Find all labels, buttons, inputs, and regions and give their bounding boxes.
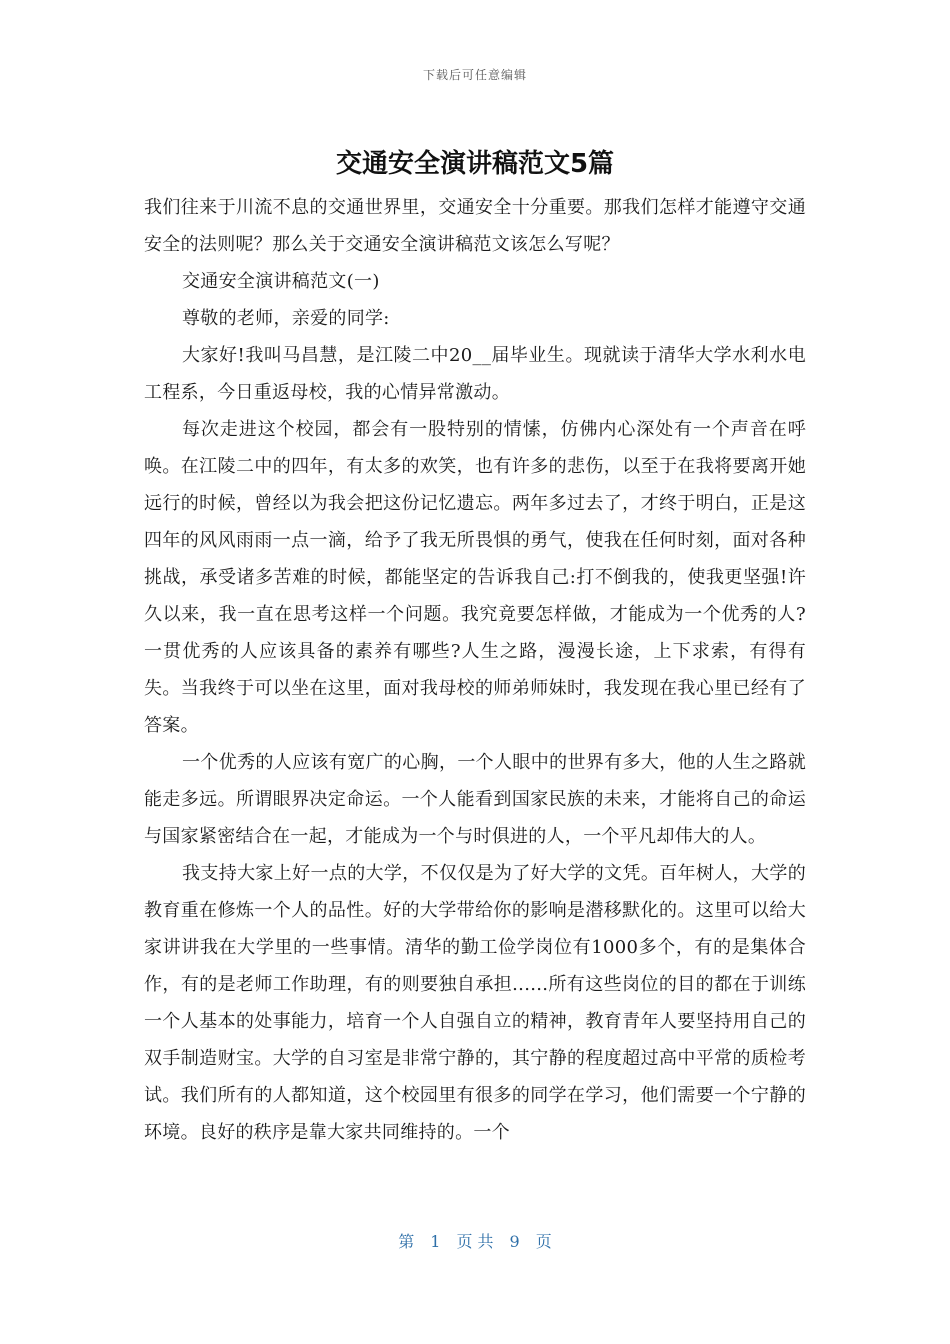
footer-middle: 页 共 [456, 1232, 494, 1251]
body-paragraph: 我支持大家上好一点的大学，不仅仅是为了好大学的文凭。百年树人，大学的教育重在修炼一个人的品性。好的大学带给你的影响是潜移默化的。这里可以给大家讲讲我在大学里的一些事情。清华的勤工俭学岗位有1000多个，有的是集体合作，有的是老师工作助理，有的则要独自承担......所有这些岗位的目的都在于训练一个人基本的处事能力，培育一个人自强自立的精神，教育青年人要坚持用自己的双手制造财宝。大学的自习室是非常宁静的，其宁静的程度超过高中平常的质检考试。我们所有的人都知道，这个校园里有很多的同学在学习，他们需要一个宁静的环境。良好的秩序是靠大家共同维持的。一个 [144, 863, 806, 1143]
footer-suffix: 页 [535, 1232, 552, 1251]
footer-prefix: 第 [398, 1232, 415, 1251]
page-footer [0, 1229, 950, 1252]
section-heading: 交通安全演讲稿范文(一) [182, 271, 380, 292]
body-paragraph: 每次走进这个校园，都会有一股特别的情愫，仿佛内心深处有一个声音在呼唤。在江陵二中的四年，有太多的欢笑，也有许多的悲伤，以至于在我将要离开她远行的时候，曾经以为我会把这份记忆遗忘。两年多过去了，才终于明白，正是这四年的风风雨雨一点一滴，给予了我无所畏惧的勇气，使我在任何时刻，面对各种挑战，承受诸多苦难的时候，都能坚定的告诉我自己:打不倒我的，使我更坚强!许久以来，我一直在思考这样一个问题。我究竟要怎样做，才能成为一个优秀的人?一贯优秀的人应该具备的素养有哪些?人生之路，漫漫长途，上下求索，有得有失。当我终于可以坐在这里，面对我母校的师弟师妹时，我发现在我心里已经有了答案。 [144, 419, 806, 736]
body-paragraph: 一个优秀的人应该有宽广的心胸，一个人眼中的世界有多大，他的人生之路就能走多远。所谓眼界决定命运。一个人能看到国家民族的未来，才能将自己的命运与国家紧密结合在一起，才能成为一个与时俱进的人，一个平凡却伟大的人。 [144, 752, 806, 847]
header-note: 下载后可任意编辑 [422, 68, 527, 82]
document-title: 交通安全演讲稿范文5篇 [335, 149, 615, 179]
footer-total-pages: 9 [509, 1232, 520, 1251]
salutation: 尊敬的老师，亲爱的同学: [182, 308, 390, 329]
document-body [144, 189, 806, 1151]
body-paragraph: 大家好!我叫马昌慧，是江陵二中20__届毕业生。现就读于清华大学水利水电工程系，今日重返母校，我的心情异常激动。 [144, 345, 806, 403]
intro-paragraph: 我们往来于川流不息的交通世界里，交通安全十分重要。那我们怎样才能遵守交通安全的法则呢？那么关于交通安全演讲稿范文该怎么写呢？ [144, 197, 806, 255]
footer-current-page: 1 [430, 1232, 441, 1251]
